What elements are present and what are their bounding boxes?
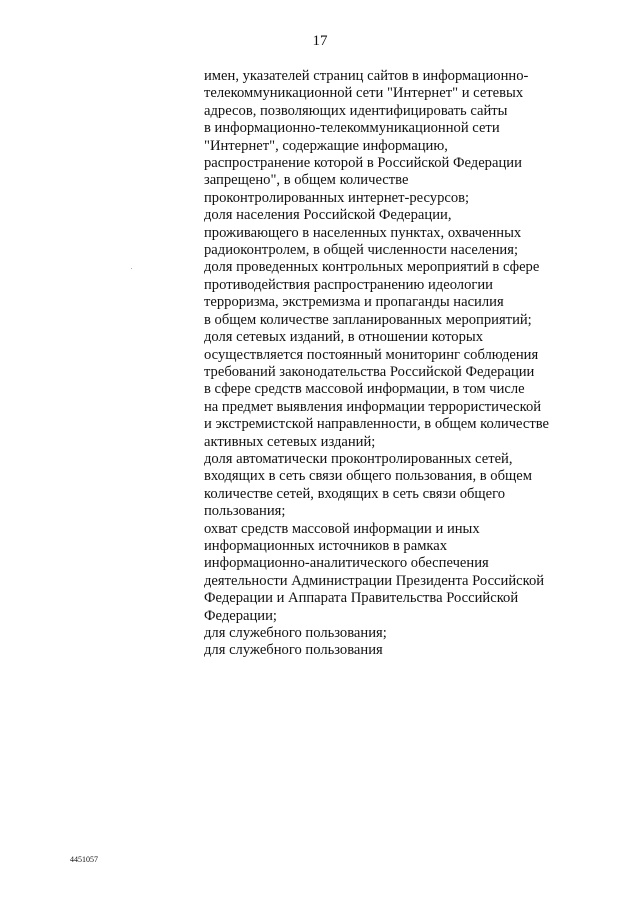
text-line: адресов, позволяющих идентифицировать сайты bbox=[204, 102, 508, 119]
text-line: имен, указателей страниц сайтов в информационно- bbox=[204, 68, 529, 84]
text-line: для служебного пользования; bbox=[204, 625, 387, 641]
text-line: "Интернет", содержащие информацию, bbox=[204, 137, 448, 154]
text-line: распространение которой в Российской Федерации bbox=[204, 155, 522, 172]
text-line: на предмет выявления информации террористической bbox=[204, 398, 542, 415]
text-line: доля сетевых изданий, в отношении которых bbox=[204, 329, 483, 346]
text-line: пользования; bbox=[204, 503, 286, 520]
text-line: в общем количестве запланированных мероприятий; bbox=[204, 311, 532, 328]
text-line: противодействия распространению идеологии bbox=[204, 276, 493, 293]
text-line: Федерации и Аппарата Правительства Российской bbox=[204, 590, 519, 607]
scan-dot bbox=[131, 268, 132, 269]
text-line: и экстремистской направленности, в общем количестве bbox=[204, 416, 550, 433]
text-line: терроризма, экстремизма и пропаганды насилия bbox=[204, 294, 504, 311]
text-line: деятельности Администрации Президента Российской bbox=[204, 572, 545, 589]
text-line: осуществляется постоянный мониторинг соблюдения bbox=[204, 346, 539, 363]
text-line: информационных источников в рамках bbox=[204, 537, 448, 554]
text-line: проконтролированных интернет-ресурсов; bbox=[204, 189, 470, 206]
text-line: запрещено", в общем количестве bbox=[204, 172, 409, 189]
text-line: для служебного пользования bbox=[204, 642, 383, 659]
text-line: активных сетевых изданий; bbox=[204, 433, 376, 450]
text-line: доля населения Российской Федерации, bbox=[204, 207, 452, 224]
text-line: требований законодательства Российской Федерации bbox=[204, 363, 535, 380]
page-number: 17 bbox=[312, 33, 328, 49]
text-line: в сфере средств массовой информации, в том числе bbox=[204, 381, 525, 398]
text-line: телекоммуникационной сети "Интернет" и сетевых bbox=[204, 85, 524, 102]
indicator-list bbox=[204, 68, 604, 660]
text-line: проживающего в населенных пунктах, охваченных bbox=[204, 224, 522, 241]
text-line: входящих в сеть связи общего пользования, в общем bbox=[204, 468, 532, 485]
text-line: количестве сетей, входящих в сеть связи общего bbox=[204, 485, 506, 502]
text-line: Федерации; bbox=[204, 607, 277, 624]
text-line: доля проведенных контрольных мероприятий в сфере bbox=[204, 259, 540, 276]
text-line: в информационно-телекоммуникационной сети bbox=[204, 120, 500, 137]
text-line: доля автоматически проконтролированных сетей, bbox=[204, 450, 513, 467]
text-line: информационно-аналитического обеспечения bbox=[204, 555, 489, 572]
text-line: охват средств массовой информации и иных bbox=[204, 520, 480, 537]
document-code: 4451057 bbox=[70, 855, 98, 864]
text-line: радиоконтролем, в общей численности населения; bbox=[204, 242, 518, 259]
